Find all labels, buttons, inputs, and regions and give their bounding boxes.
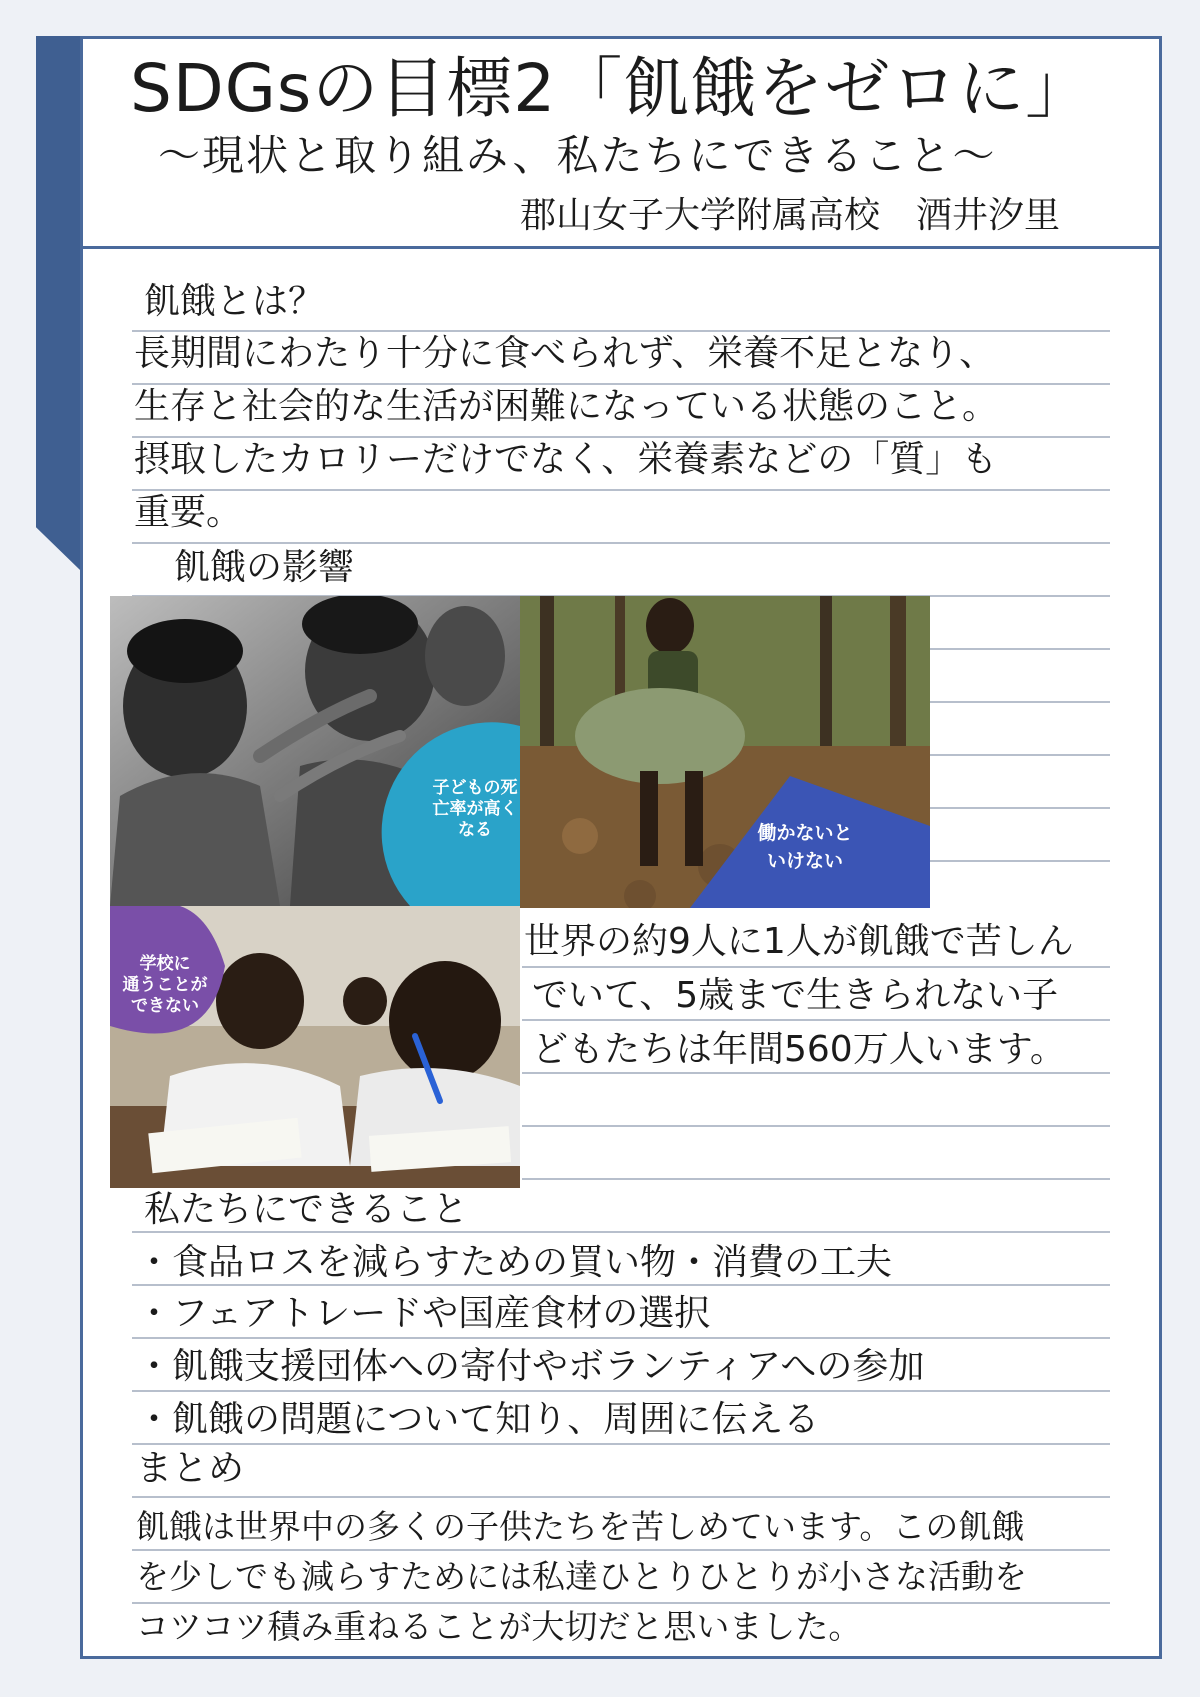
definition-line: 生存と社会的な生活が困難になっている状態のこと。 (134, 386, 999, 427)
summary-line: を少しでも減らすためには私達ひとりひとりが小さな活動を (136, 1557, 1027, 1596)
ruled-line (930, 701, 1110, 703)
action-item: ・飢餓の問題について知り、周囲に伝える (136, 1399, 820, 1440)
ruled-line (930, 860, 1110, 862)
fact-line: でいて、5歳まで生きられない子 (532, 975, 1059, 1016)
ruled-line (930, 648, 1110, 650)
ruled-line (522, 1125, 1110, 1127)
summary-heading: まとめ (136, 1448, 245, 1489)
author-name: 郡山女子大学附属高校 酒井汐里 (520, 195, 1061, 236)
definition-line: 重要。 (134, 492, 243, 533)
actions-heading: 私たちにできること (144, 1189, 469, 1230)
definition-line: 摂取したカロリーだけでなく、栄養素などの「質」も (134, 439, 998, 480)
photo-starving-children (110, 596, 520, 906)
fact-line: どもたちは年間560万人います。 (532, 1029, 1066, 1070)
poster-subtitle: 〜現状と取り組み、私たちにできること〜 (158, 131, 997, 180)
ruled-line (522, 966, 1110, 968)
summary-line: コツコツ積み重ねることが大切だと思いました。 (136, 1607, 862, 1646)
action-item: ・食品ロスを減らすための買い物・消費の工夫 (136, 1242, 893, 1283)
ruled-line (522, 1178, 1110, 1180)
definition-heading: 飢餓とは？ (144, 281, 325, 322)
photo-classroom (110, 906, 520, 1188)
action-item: ・飢餓支援団体への寄付やボランティアへの参加 (136, 1346, 925, 1387)
definition-line: 長期間にわたり十分に食べられず、栄養不足となり、 (134, 333, 996, 374)
ruled-line (930, 754, 1110, 756)
photo-caption-school: 学校に 通うことが できない (122, 954, 208, 1016)
photo-child-labor (520, 596, 930, 908)
ruled-line (132, 489, 1110, 491)
action-item: ・フェアトレードや国産食材の選択 (136, 1293, 711, 1334)
photo-caption-labor: 働かないと いけない (757, 822, 853, 872)
photo-caption-mortality: 子どもの死 亡率が高く なる (432, 778, 518, 840)
summary-line: 飢餓は世界中の多くの子供たちを苦しめています。この飢餓 (136, 1507, 1025, 1546)
ruled-line (930, 807, 1110, 809)
ruled-line (132, 1496, 1110, 1498)
impact-heading: 飢餓の影響 (174, 547, 355, 588)
left-ribbon-decoration (36, 36, 80, 570)
fact-line: 世界の約9人に1人が飢餓で苦しん (524, 921, 1074, 962)
poster-title: SDGsの目標2「飢餓をゼロに」 (130, 50, 1093, 127)
header-separator (80, 246, 1162, 249)
